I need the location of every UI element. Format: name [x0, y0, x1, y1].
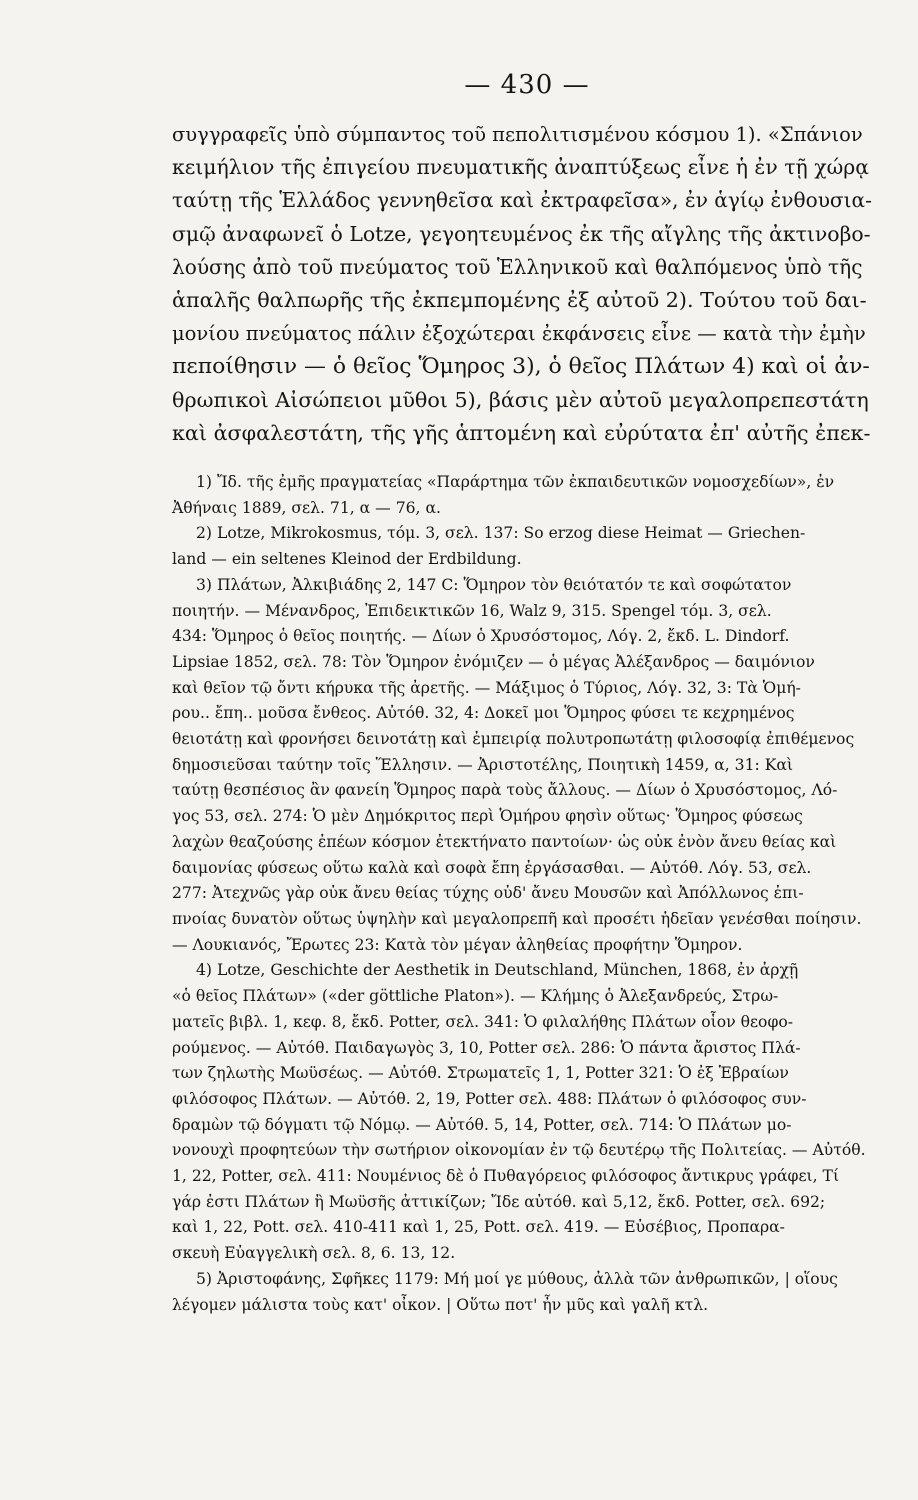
footnote-line: 1, 22, Potter, σελ. 411: Νουμένιος δὲ ὁ Πυθαγόρειος φιλόσοφος ἄντικρυς γράφει, Τί: [172, 1167, 840, 1186]
footnote-line: 3) Πλάτων, Ἀλκιβιάδης 2, 147 C: Ὅμηρον τὸν θειότατόν τε καὶ σοφώτατον: [196, 575, 792, 594]
main-text-line: σμῷ ἀναφωνεῖ ὁ Lotze, γεγοητευμένος ἐκ τῆς αἴγλης τῆς ἀκτινοβο-: [172, 221, 871, 246]
footnote-line: καὶ 1, 22, Pott. σελ. 410-411 καὶ 1, 25, Pott. σελ. 419. — Εὐσέβιος, Προπαρα-: [172, 1218, 785, 1237]
footnote-line: φιλόσοφος Πλάτων. — Αὐτόθ. 2, 19, Potter σελ. 488: Πλάτων ὁ φιλόσοφος συν-: [172, 1089, 807, 1108]
footnote-line: — Λουκιανός, Ἔρωτες 23: Κατὰ τὸν μέγαν ἀληθείας προφήτην Ὅμηρον.: [172, 935, 743, 954]
main-text-line: λούσης ἀπὸ τοῦ πνεύματος τοῦ Ἑλληνικοῦ καὶ θαλπόμενος ὑπὸ τῆς: [172, 254, 863, 279]
footnote-line: λαχὼν θεαζούσης ἐπέων κόσμον ἐτεκτήνατο παντοίων· ὡς οὐκ ἐνὸν ἄνευ θείας καὶ: [172, 832, 837, 851]
main-text-line: καὶ ἀσφαλεστάτη, τῆς γῆς ἁπτομένη καὶ εὐρύτατα ἐπ' αὐτῆς ἐπεκ-: [172, 420, 871, 445]
footnote-line: σκευὴ Εὐαγγελικὴ σελ. 8, 6. 13, 12.: [172, 1244, 456, 1263]
footnote-line: δημοσιεῦσαι ταύτην τοῖς Ἕλλησιν. — Ἀριστοτέλης, Ποιητικὴ 1459, α, 31: Καὶ: [172, 755, 794, 774]
main-text-line: μονίου πνεύματος πάλιν ἐξοχώτεραι ἐκφάνσεις εἶνε — κατὰ τὴν ἐμὴν: [172, 322, 866, 346]
main-text-line: συγγραφεῖς ὑπὸ σύμπαντος τοῦ πεπολιτισμένου κόσμου 1). «Σπάνιον: [172, 123, 863, 146]
footnote-line: 1) Ἴδ. τῆς ἐμῆς πραγματείας «Παράρτημα τῶν ἐκπαιδευτικῶν νομοσχεδίων», ἐν: [196, 473, 835, 492]
footnote-line: λέγομεν μάλιστα τοὺς κατ' οἶκον. | Οὕτω ποτ' ἦν μῦς καὶ γαλῆ κτλ.: [172, 1295, 709, 1314]
main-text-line: πεποίθησιν — ὁ θεῖος Ὅμηρος 3), ὁ θεῖος Πλάτων 4) καὶ οἱ ἀν-: [172, 354, 870, 380]
footnote-line: γος 53, σελ. 274: Ὁ μὲν Δημόκριτος περὶ Ὁμήρου φησὶν οὕτως· Ὅμηρος φύσεως: [172, 807, 803, 826]
main-text-line: ἁπαλῆς θαλπωρῆς τῆς ἐκπεμπομένης ἐξ αὐτοῦ 2). Τούτου τοῦ δαι-: [172, 288, 867, 313]
footnote-line: 4) Lotze, Geschichte der Aesthetik in Deutschland, München, 1868, ἐν ἀρχῇ: [196, 961, 799, 980]
footnote-line: «ὁ θεῖος Πλάτων» («der göttliche Platon»). — Κλήμης ὁ Ἀλεξανδρεύς, Στρω-: [172, 987, 779, 1006]
footnote-line: 434: Ὅμηρος ὁ θεῖος ποιητής. — Δίων ὁ Χρυσόστομος, Λόγ. 2, ἔκδ. L. Dindorf.: [172, 627, 790, 646]
footnote-line: ποιητήν. — Μένανδρος, Ἐπιδεικτικῶν 16, Walz 9, 315. Spengel τόμ. 3, σελ.: [172, 601, 772, 620]
footnote-line: δραμὼν τῷ δόγματι τῷ Νόμῳ. — Αὐτόθ. 5, 14, Potter, σελ. 714: Ὁ Πλάτων μο-: [172, 1115, 792, 1134]
footnote-line: Ἀθήναις 1889, σελ. 71, α — 76, α.: [172, 498, 441, 517]
footnote-line: land — ein seltenes Kleinod der Erdbildung.: [172, 550, 522, 569]
footnotes: [172, 470, 872, 1318]
footnote-line: 2) Lotze, Mikrokosmus, τόμ. 3, σελ. 137: So erzog diese Heimat — Griechen-: [196, 524, 806, 543]
main-text-line: ταύτῃ τῆς Ἑλλάδος γεννηθεῖσα καὶ ἐκτραφεῖσα», ἐν ἁγίῳ ἐνθουσια-: [172, 188, 872, 213]
page-number: — 430 —: [464, 70, 590, 100]
footnote-line: ματεῖς βιβλ. 1, κεφ. 8, ἔκδ. Potter, σελ. 341: Ὁ φιλαλήθης Πλάτων οἷον θεοφο-: [172, 1012, 794, 1031]
footnote-line: γάρ ἐστι Πλάτων ἢ Μωϋσῆς ἀττικίζων; Ἴδε αὐτόθ. καὶ 5,12, ἔκδ. Potter, σελ. 692;: [172, 1192, 826, 1211]
footnote-line: πνοίας δυνατὸν οὕτως ὑψηλὴν καὶ μεγαλοπρεπῆ καὶ προσέτι ἡδεῖαν γενέσθαι ποίησιν.: [172, 909, 862, 928]
main-text-line: θρωπικοὶ Αἰσώπειοι μῦθοι 5), βάσις μὲν αὐτοῦ μεγαλοπρεπεστάτη: [172, 387, 869, 412]
footnote-line: θειοτάτῃ καὶ φρονήσει δεινοτάτῃ καὶ ἐμπειρίᾳ πολυτροπωτάτῃ φιλοσοφίᾳ ἐπιθέμενος: [172, 730, 855, 749]
footnote-line: ταύτῃ θεσπέσιος ἂν φανείη Ὅμηρος παρὰ τοὺς ἄλλους. — Δίων ὁ Χρυσόστομος, Λό-: [172, 781, 838, 800]
main-text-line: κειμήλιον τῆς ἐπιγείου πνευματικῆς ἀναπτύξεως εἶνε ἡ ἐν τῇ χώρᾳ: [172, 155, 869, 180]
footnote-line: των ζηλωτὴς Μωϋσέως. — Αὐτόθ. Στρωματεῖς 1, 1, Potter 321: Ὁ ἐξ Ἑβραίων: [172, 1064, 789, 1083]
footnote-line: καὶ θεῖον τῷ ὄντι κήρυκα τῆς ἀρετῆς. — Μάξιμος ὁ Τύριος, Λόγ. 32, 3: Τὰ Ὁμή-: [172, 678, 801, 697]
footnote-line: δαιμονίας φύσεως οὕτω καλὰ καὶ σοφὰ ἔπη ἐργάσασθαι. — Αὐτόθ. Λόγ. 53, σελ.: [172, 858, 812, 877]
footnote-line: Lipsiae 1852, σελ. 78: Τὸν Ὅμηρον ἐνόμιζεν — ὁ μέγας Ἀλέξανδρος — δαιμόνιον: [172, 652, 815, 671]
footnote-line: 277: Ἀτεχνῶς γὰρ οὐκ ἄνευ θείας τύχης οὐδ' ἄνευ Μουσῶν καὶ Ἀπόλλωνος ἐπι-: [172, 884, 804, 903]
footnote-line: νονουχὶ προφητεύων τὴν σωτήριον οἰκονομίαν ἐν τῷ δευτέρῳ τῆς Πολιτείας. — Αὐτόθ.: [172, 1141, 866, 1160]
main-text: [172, 118, 872, 450]
footnote-line: ρούμενος. — Αὐτόθ. Παιδαγωγὸς 3, 10, Potter σελ. 286: Ὁ πάντα ἄριστος Πλά-: [172, 1038, 801, 1057]
footnote-line: ρου.. ἔπη.. μοῦσα ἔνθεος. Αὐτόθ. 32, 4: Δοκεῖ μοι Ὅμηρος φύσει τε κεχρημένος: [172, 704, 795, 723]
footnote-line: 5) Ἀριστοφάνης, Σφῆκες 1179: Μή μοί γε μύθους, ἀλλὰ τῶν ἀνθρωπικῶν, | οἵους: [196, 1269, 838, 1288]
